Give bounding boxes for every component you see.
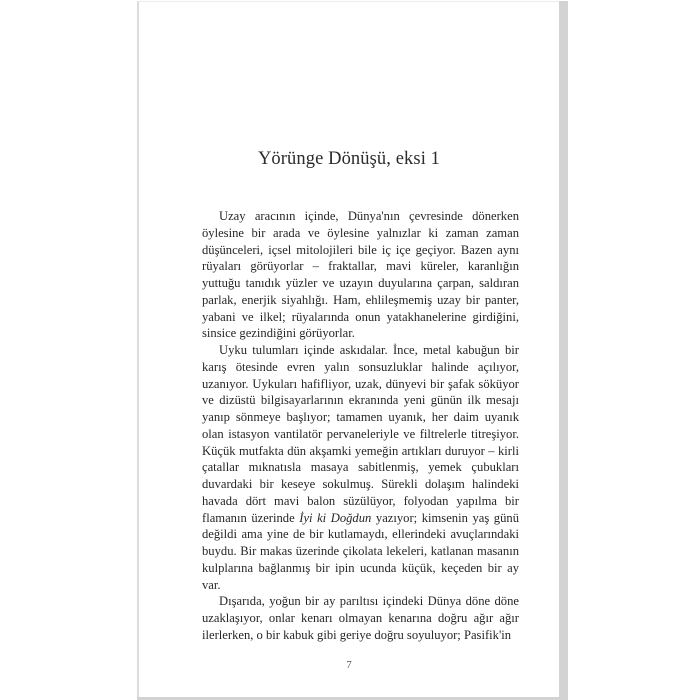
paragraph-2 (202, 342, 519, 593)
body-text (202, 208, 519, 644)
italic-phrase: İyi ki Doğdun (299, 510, 372, 525)
paragraph-1: Uzay aracının içinde, Dünya'nın çevresinde dönerken öylesine bir arada ve öylesine yalnızlar ki zaman zaman düşünceleri, içsel mitolojileri bile iç içe geçiyor. Bazen aynı rüyaları görüyorlar – fraktallar, mavi küreler, karanlığın yuttuğu tanıdık yüzler ve uzayın duyularına çarpan, saldıran parlak, enerjik siyahlığı. Ham, ehlileşmemiş uzay bir panter, yabani ve ilkel; rüyalarında onun yatakhanelerine girdiğini, sinsice gezindiğini görüyorlar. (202, 209, 519, 341)
paragraph-2-part-2: yazıyor; kimsenin yaş günü değildi ama yine de bir kutlamaydı, ellerindeki avuçlarındaki buydu. Bir makas üzerinde çikolata lekeleri, katlanan masanın kulplarına bağlanmış bir ipin ucunda küçük, keçeden bir ay var. (202, 510, 519, 592)
book-page (137, 1, 559, 697)
chapter-title: Yörünge Dönüşü, eksi 1 (257, 149, 441, 169)
paragraph-3: Dışarıda, yoğun bir ay parıltısı içindeki Dünya döne döne uzaklaşıyor, onlar kenarı olmayan kenarına doğru ağır ağır ilerlerken, o bir kabuk gibi geriye doğru soyuluyor; Pasifik'in (202, 594, 519, 642)
paragraph-2-part-1: Uyku tulumları içinde askıdalar. İnce, metal kabuğun bir karış ötesinde evren yalın sonsuzluklar halinde açılıyor, uzanıyor. Uykuları hafifliyor, uzak, dünyevi bir şafak söküyor ve dizüstü bilgisayarlarının ekranında yeni günün ilk mesajı yanıp sönmeye başlıyor; tamamen uyanık, her daim uyanık olan istasyon vantilatör pervaneleriyle ve filtrelerle titreşiyor. Küçük mutfakta dün akşamki yemeğin artıkları duruyor – kirli çatallar mıknatısla masaya sabitlenmiş, yemek çubukları duvardaki bir keseye sokulmuş. Sürekli dolaşım halindeki havada dört mavi balon süzülüyor, folyodan yapılma bir flamanın üzerinde (202, 343, 519, 525)
page-number: 7 (346, 659, 352, 671)
